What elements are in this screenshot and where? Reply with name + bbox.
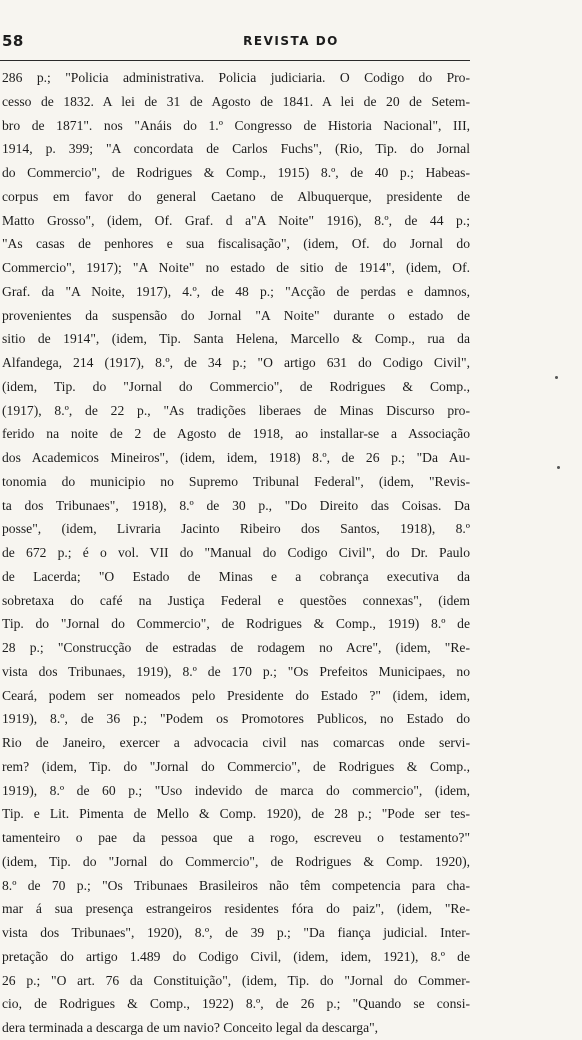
text-line: ta dos Tribunaes", 1918), 8.º de 30 p., "Do Direito das Coisas. Da bbox=[2, 497, 470, 513]
text-line: Commercio", 1917); "A Noite" no estado de sitio de 1914", (idem, Of. bbox=[2, 260, 470, 275]
text-line: 1914, p. 399; "A concordata de Carlos Fuchs", (Rio, Tip. do Jornal bbox=[2, 141, 470, 157]
text-line: Alfandega, 214 (1917), 8.º, de 34 p.; "O artigo 631 do Codigo Civil", bbox=[2, 355, 470, 370]
scan-speck bbox=[557, 466, 560, 469]
text-line: de Lacerda; "O Estado de Minas e a cobrança executiva da bbox=[2, 568, 470, 584]
text-line: (1917), 8.º, de 22 p., "As tradições liberaes de Minas Discurso pro- bbox=[2, 402, 470, 418]
text-line: tamenteiro o pae da pessoa que a rogo, escreveu o testamento?" bbox=[2, 830, 470, 845]
text-line: Graf. da "A Noite, 1917), 4.º, de 48 p.; "Acção de perdas e damnos, bbox=[2, 283, 470, 299]
text-line: vista dos Tribunaes", 1920), 8.º, de 39 p.; "Da fiança judicial. Inter- bbox=[2, 925, 470, 940]
text-line: bro de 1871". nos "Anáis do 1.º Congresso de Historia Nacional", III, bbox=[2, 117, 470, 133]
text-line: (idem, Tip. do "Jornal do Commercio", de Rodrigues & Comp. 1920), bbox=[2, 853, 470, 869]
text-line: 1919), 8.º de 60 p.; "Uso indevido de marca do commercio", (idem, bbox=[2, 782, 470, 798]
text-line: 26 p.; "O art. 76 da Constituição", (idem, Tip. do "Jornal do Commer- bbox=[2, 972, 470, 988]
text-line: cio, de Rodrigues & Comp., 1922) 8.º, de 26 p.; "Quando se consi- bbox=[2, 996, 470, 1012]
text-line: rem? (idem, Tip. do "Jornal do Commercio", de Rodrigues & Comp., bbox=[2, 758, 470, 774]
text-line: posse", (idem, Livraria Jacinto Ribeiro dos Santos, 1918), 8.º bbox=[2, 521, 470, 537]
body-text bbox=[2, 66, 470, 1040]
scan-speck bbox=[555, 376, 558, 379]
text-line: "As casas de penhores e sua fiscalisação", (idem, Of. do Jornal do bbox=[2, 236, 470, 252]
text-line: sitio de 1914", (idem, Tip. Santa Helena, Marcello & Comp., rua da bbox=[2, 331, 470, 347]
text-line: 28 p.; "Construcção de estradas de rodagem no Acre", (idem, "Re- bbox=[2, 640, 470, 655]
text-line: tonomia do municipio no Supremo Tribunal Federal", (idem, "Revis- bbox=[2, 473, 470, 489]
text-line: cesso de 1832. A lei de 31 de Agosto de 1841. A lei de 20 de Setem- bbox=[2, 93, 470, 109]
text-line: dera terminada a descarga de um navio? Conceito legal da descarga", bbox=[2, 1020, 379, 1035]
text-line: 1919), 8.º, de 36 p.; "Podem os Promotores Publicos, no Estado do bbox=[2, 711, 470, 727]
text-line: Tip. do "Jornal do Commercio", de Rodrigues & Comp., 1919) 8.º de bbox=[2, 616, 470, 632]
running-title: REVISTA DO bbox=[243, 34, 339, 48]
header-rule bbox=[0, 60, 470, 61]
text-line: corpus em favor do general Caetano de Albuquerque, presidente de bbox=[2, 188, 470, 204]
text-line: mar á sua presença estrangeiros residentes fóra do paiz", (idem, "Re- bbox=[2, 901, 470, 917]
text-line: provenientes da suspensão do Jornal "A Noite" durante o estado de bbox=[2, 307, 470, 323]
text-line: dos Academicos Mineiros", (idem, idem, 1918) 8.º, de 26 p.; "Da Au- bbox=[2, 450, 470, 465]
text-line: vista dos Tribunaes, 1919), 8.º de 170 p.; "Os Prefeitos Municipaes, no bbox=[2, 663, 470, 679]
text-line: Ceará, podem ser nomeados pelo Presidente do Estado ?" (idem, idem, bbox=[2, 687, 470, 703]
text-line: sobretaxa do café na Justiça Federal e questões connexas", (idem bbox=[2, 592, 470, 608]
text-line: ferido na noite de 2 de Agosto de 1918, ao installar-se a Associação bbox=[2, 426, 470, 442]
text-line: Rio de Janeiro, exercer a advocacia civil nas comarcas onde servi- bbox=[2, 735, 470, 750]
page-number: 58 bbox=[2, 32, 24, 50]
text-line: Tip. e Lit. Pimenta de Mello & Comp. 1920), de 28 p.; "Pode ser tes- bbox=[2, 806, 470, 822]
text-line: 286 p.; "Policia administrativa. Policia judiciaria. O Codigo do Pro- bbox=[2, 70, 470, 85]
text-line: Matto Grosso", (idem, Of. Graf. d a"A Noite" 1916), 8.º, de 44 p.; bbox=[2, 212, 470, 228]
text-line: pretação do artigo 1.489 do Codigo Civil, (idem, idem, 1921), 8.º de bbox=[2, 948, 470, 964]
text-line: de 672 p.; é o vol. VII do "Manual do Codigo Civil", do Dr. Paulo bbox=[2, 545, 470, 560]
text-line: do Commercio", de Rodrigues & Comp., 1915) 8.º, de 40 p.; Habeas- bbox=[2, 165, 470, 180]
text-line: 8.º de 70 p.; "Os Tribunaes Brasileiros não têm competencia para cha- bbox=[2, 877, 470, 893]
text-line: (idem, Tip. do "Jornal do Commercio", de Rodrigues & Comp., bbox=[2, 378, 470, 394]
